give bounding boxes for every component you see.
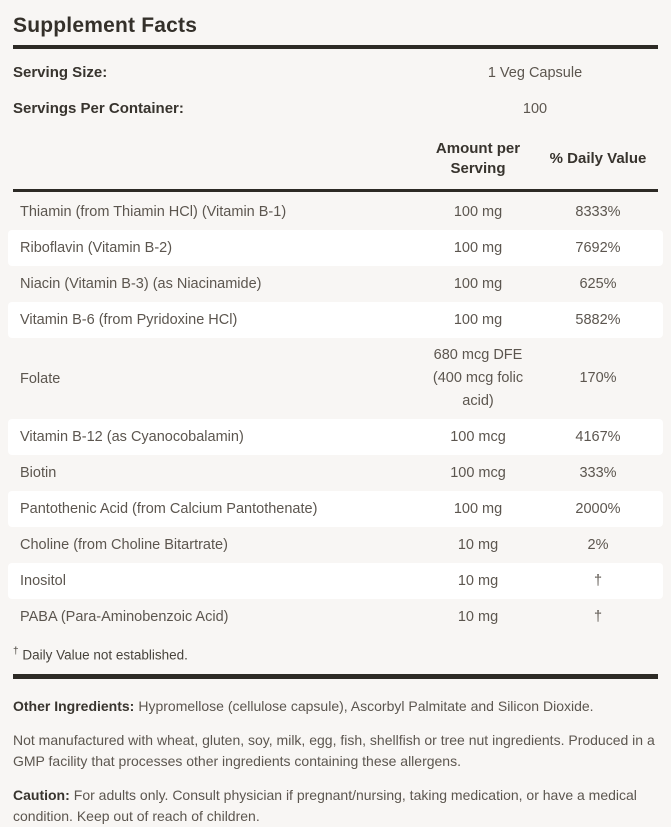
nutrient-amount: 680 mcg DFE (400 mcg folic acid) [432,347,524,409]
footer-divider [13,674,658,679]
caution-paragraph [13,785,658,827]
header-amount-per-serving: Amount per Serving [435,140,521,177]
table-row [8,338,663,419]
caution-text: For adults only. Consult physician if pregnant/nursing, taking medication, or have a medical condition. Keep out of reach of children. [13,786,637,824]
servings-per-container-row [13,100,658,121]
nutrient-name: Folate [20,370,61,387]
other-ingredients-label: Other Ingredients: [13,697,135,714]
servings-per-container-label: Servings Per Container: [13,100,184,117]
nutrient-daily-value: 2000% [575,500,621,517]
table-row [8,302,663,338]
nutrient-daily-value: 8333% [575,203,621,220]
header-name-spacer [8,137,423,181]
table-row [8,230,663,266]
table-row [8,455,663,491]
nutrient-daily-value: 4167% [575,428,621,445]
nutrient-amount: 10 mg [457,536,499,553]
table-row [8,563,663,599]
nutrient-amount: 100 mg [453,203,503,220]
table-row [8,491,663,527]
nutrient-amount: 100 mcg [450,428,506,445]
nutrient-amount: 100 mg [453,500,503,517]
serving-size-value: 1 Veg Capsule [487,65,583,81]
nutrient-daily-value: † [593,572,603,589]
nutrient-amount: 100 mg [453,239,503,256]
header-divider [13,189,658,192]
nutrient-daily-value: 625% [579,275,617,292]
nutrient-name: Niacin (Vitamin B-3) (as Niacinamide) [20,276,262,292]
nutrient-name: Pantothenic Acid (from Calcium Pantothenate) [20,501,318,517]
table-row [8,194,663,230]
caution-label: Caution: [13,786,70,803]
nutrient-name: Vitamin B-12 (as Cyanocobalamin) [20,429,244,445]
table-row [8,527,663,563]
nutrient-name: Inositol [20,573,66,589]
nutrient-name: Riboflavin (Vitamin B-2) [20,240,173,256]
nutrient-amount: 100 mg [453,275,503,292]
nutrient-daily-value: † [593,608,603,625]
serving-size-row [13,64,658,85]
nutrient-daily-value: 333% [579,464,617,481]
nutrient-name: PABA (Para-Aminobenzoic Acid) [20,609,229,625]
dagger-symbol: † [13,646,19,657]
other-ingredients-paragraph [13,696,658,717]
nutrient-amount: 100 mcg [450,464,506,481]
nutrient-name: Biotin [20,465,57,481]
table-body [8,194,663,635]
footnote-text: Daily Value not established. [22,647,188,663]
nutrients-table [8,137,663,635]
table-header-row [8,137,663,181]
header-percent-daily-value: % Daily Value [549,150,647,167]
table-row [8,266,663,302]
table-row [8,599,663,635]
nutrient-amount: 100 mg [453,311,503,328]
servings-per-container-value: 100 [522,101,548,117]
nutrient-daily-value: 170% [579,370,617,386]
other-ingredients-text: Hypromellose (cellulose capsule), Ascorbyl Palmitate and Silicon Dioxide. [138,697,594,714]
title-divider [13,45,658,49]
nutrient-name: Choline (from Choline Bitartrate) [20,537,228,553]
allergen-statement: Not manufactured with wheat, gluten, soy, milk, egg, fish, shellfish or tree nut ingredients. Produced in a GMP facility that processes other ingredients containing these allergens. [13,731,655,769]
nutrient-amount: 10 mg [457,572,499,589]
nutrient-name: Thiamin (from Thiamin HCl) (Vitamin B-1) [20,204,287,220]
label-footer [13,696,658,827]
table-row [8,419,663,455]
page-title: Supplement Facts [13,14,198,37]
nutrient-amount: 10 mg [457,608,499,625]
nutrient-daily-value: 2% [587,536,609,553]
nutrient-daily-value: 5882% [575,311,621,328]
daily-value-footnote [13,646,658,663]
nutrient-daily-value: 7692% [575,239,621,256]
nutrient-name: Vitamin B-6 (from Pyridoxine HCl) [20,312,238,328]
serving-size-label: Serving Size: [13,64,108,81]
